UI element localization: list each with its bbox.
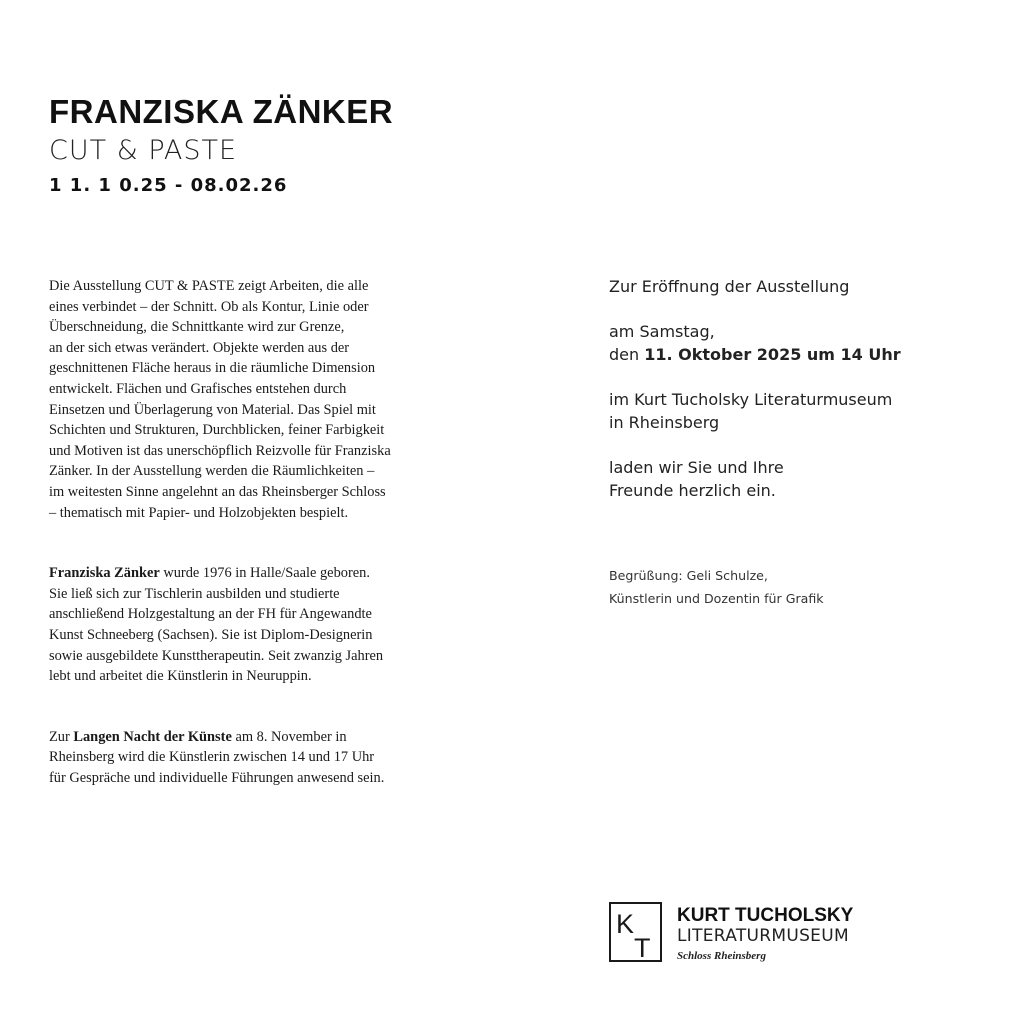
- logo-location: Schloss Rheinsberg: [677, 950, 766, 962]
- venue-line: in Rheinsberg: [609, 413, 720, 432]
- bio-artist-name: Franziska Zänker: [49, 565, 160, 582]
- closing-line: Freunde herzlich ein.: [609, 481, 776, 500]
- intro-line: im weitesten Sinne angelehnt an das Rheinsberger Schloss: [49, 483, 386, 500]
- bio-line: lebt und arbeitet die Künstlerin in Neuruppin.: [49, 668, 312, 685]
- bio-line: Kunst Schneeberg (Sachsen). Sie ist Diplom-Designerin: [49, 626, 373, 643]
- bio-line: wurde 1976 in Halle/Saale geboren.: [159, 565, 370, 582]
- invitation-day: am Samstag,: [609, 322, 715, 341]
- intro-line: Überschneidung, die Schnittkante wird zur Grenze,: [49, 319, 345, 336]
- intro-line: entwickelt. Flächen und Grafisches entstehen durch: [49, 380, 347, 397]
- long-night-prefix: Zur: [49, 728, 74, 745]
- invitation-venue: [609, 388, 989, 434]
- intro-line: Einsetzen und Überlagerung von Material. Das Spiel mit: [49, 401, 376, 418]
- monogram-letter-k: K: [616, 909, 635, 939]
- logo-name: KURT TUCHOLSKY: [677, 905, 854, 926]
- venue-line: im Kurt Tucholsky Literaturmuseum: [609, 390, 893, 409]
- long-night-event: Langen Nacht der Künste: [73, 728, 232, 745]
- logo-wordmark: [677, 905, 853, 964]
- intro-paragraph: [49, 276, 469, 523]
- invitation-intro: Zur Eröffnung der Ausstellung: [609, 277, 850, 296]
- bio-line: sowie ausgebildete Kunsttherapeutin. Seit zwanzig Jahren: [49, 647, 384, 664]
- intro-line: Die Ausstellung CUT & PASTE zeigt Arbeiten, die alle: [49, 278, 369, 294]
- bio-paragraph: [49, 563, 469, 687]
- intro-line: Zänker. In der Ausstellung werden die Räumlichkeiten –: [49, 463, 375, 480]
- bio-line: Sie ließ sich zur Tischlerin ausbilden und studierte: [49, 585, 340, 602]
- greeting-line: Künstlerin und Dozentin für Grafik: [609, 591, 824, 606]
- invitation-column: [609, 275, 989, 502]
- greeting-line: Begrüßung: Geli Schulze,: [609, 568, 768, 583]
- invitation-closing: [609, 456, 989, 502]
- intro-line: – thematisch mit Papier- und Holzobjekten bespielt.: [49, 504, 349, 521]
- intro-line: Schichten und Strukturen, Durchblicken, feiner Farbigkeit: [49, 422, 385, 439]
- bio-line: anschließend Holzgestaltung an der FH für Angewandte: [49, 606, 372, 623]
- exhibition-header: [49, 92, 393, 198]
- intro-line: geschnittenen Fläche heraus in die räumliche Dimension: [49, 360, 376, 377]
- intro-line: an der sich etwas verändert. Objekte werden aus der: [49, 339, 350, 356]
- closing-line: laden wir Sie und Ihre: [609, 458, 784, 477]
- monogram-letter-t: T: [634, 933, 651, 960]
- long-night-line: Rheinsberg wird die Künstlerin zwischen 14 und 17 Uhr: [49, 749, 375, 766]
- description-column: [49, 276, 469, 788]
- intro-line: und Motiven ist das unerschöpflich Reizvolle für Franziska: [49, 442, 391, 459]
- long-night-paragraph: [49, 727, 469, 789]
- invitation-date-block: [609, 320, 989, 366]
- long-night-line: am 8. November in: [231, 728, 347, 745]
- invitation-date-time: 11. Oktober 2025 um 14 Uhr: [644, 345, 901, 364]
- exhibition-title: CUT & PASTE: [49, 135, 238, 166]
- exhibition-dates: 1 1. 1 0.25 - 08.02.26: [49, 175, 288, 196]
- intro-line: eines verbindet – der Schnitt. Ob als Kontur, Linie oder: [49, 298, 369, 315]
- logo-museum: LITERATURMUSEUM: [677, 926, 849, 946]
- artist-name: FRANZISKA ZÄNKER: [49, 93, 394, 130]
- invitation-date-prefix: den: [609, 345, 645, 364]
- greeting-note: [609, 564, 824, 610]
- long-night-line: für Gespräche und individuelle Führungen anwesend sein.: [49, 769, 385, 786]
- kt-monogram-icon: [609, 902, 662, 962]
